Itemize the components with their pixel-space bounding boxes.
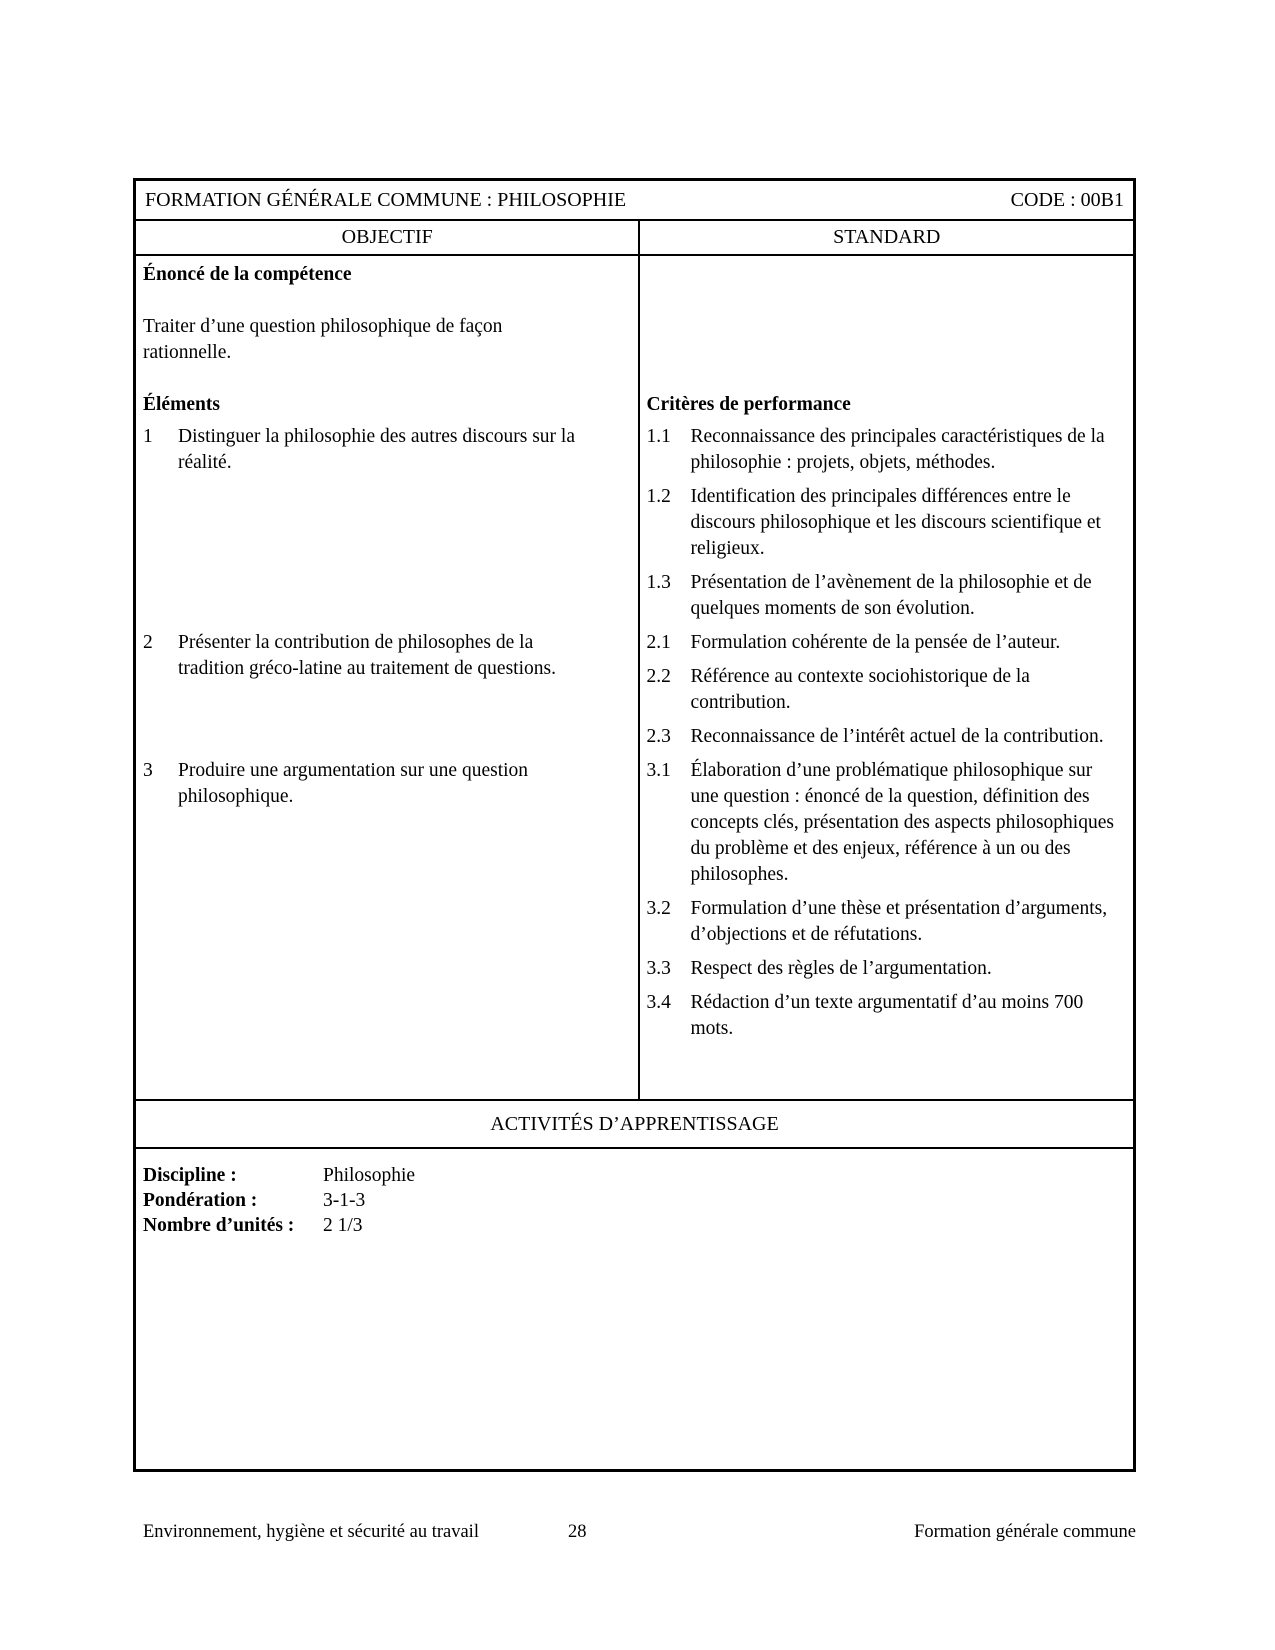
formation-title: FORMATION GÉNÉRALE COMMUNE : PHILOSOPHIE (145, 188, 627, 211)
element-item (143, 424, 628, 476)
criterion-text: Reconnaissance de l’intérêt actuel de la contribution. (690, 726, 1104, 747)
criteria-cell-2 (640, 630, 1133, 758)
element-text: Produire une argumentation sur une question philosophique. (178, 760, 529, 807)
unites-value: 2 1/3 (323, 1215, 363, 1236)
elements-heading-cell (136, 366, 640, 424)
criterion-number: 1.1 (646, 426, 671, 447)
criterion-text: Respect des règles de l’argumentation. (690, 958, 992, 979)
section-headings-row (136, 366, 1133, 424)
criteres-heading: Critères de performance (646, 394, 851, 415)
table-title-row (136, 181, 1133, 221)
standard-column-header: STANDARD (833, 226, 941, 248)
discipline-label: Discipline : (143, 1165, 237, 1186)
criterion-number: 1.2 (646, 486, 671, 507)
ponderation-row (143, 1188, 1125, 1213)
element-text: Distinguer la philosophie des autres discours sur la réalité. (178, 426, 575, 473)
criterion-number: 2.1 (646, 632, 671, 653)
discipline-row (143, 1163, 1125, 1188)
elements-heading: Éléments (143, 394, 220, 415)
element-cell-2 (136, 630, 640, 758)
discipline-value: Philosophie (323, 1165, 416, 1186)
element-text: Présenter la contribution de philosophes de la tradition gréco-latine au traitement de questions. (178, 632, 556, 679)
criterion-item (646, 424, 1125, 476)
enonce-row (136, 256, 1133, 366)
element-cell-3 (136, 758, 640, 1099)
footer-page-number: 28 (568, 1522, 587, 1542)
element-number: 1 (143, 426, 153, 447)
criterion-item (646, 664, 1125, 716)
competency-table (133, 178, 1136, 1472)
criterion-item (646, 570, 1125, 622)
element-item (143, 758, 628, 810)
criteria-cell-3 (640, 758, 1133, 1099)
criterion-text: Élaboration d’une problématique philosophique sur une question : énoncé de la question, définition des concepts clés, présentation des aspects philosophiques du problème et des enjeux, référence à un ou des philosophes. (690, 760, 1114, 885)
criterion-number: 3.2 (646, 898, 671, 919)
criterion-item (646, 896, 1125, 948)
criterion-text: Référence au contexte sociohistorique de la contribution. (690, 666, 1030, 713)
ponderation-value: 3-1-3 (323, 1190, 366, 1211)
criterion-number: 3.4 (646, 992, 671, 1013)
group-row-3 (136, 758, 1133, 1099)
criterion-item (646, 758, 1125, 888)
column-headers-row (136, 221, 1133, 256)
element-number: 2 (143, 632, 153, 653)
discipline-section (136, 1149, 1133, 1469)
element-number: 3 (143, 760, 153, 781)
criterion-item (646, 956, 1125, 982)
table-body (136, 256, 1133, 1099)
criterion-number: 3.3 (646, 958, 671, 979)
criteres-heading-cell (640, 366, 1133, 424)
criterion-text: Formulation cohérente de la pensée de l’auteur. (690, 632, 1061, 653)
criterion-text: Identification des principales différences entre le discours philosophique et les discours scientifique et religieux. (690, 486, 1101, 559)
criterion-text: Reconnaissance des principales caractéristiques de la philosophie : projets, objets, méthodes. (690, 426, 1105, 473)
criterion-text: Présentation de l’avènement de la philosophie et de quelques moments de son évolution. (690, 572, 1092, 619)
criterion-number: 3.1 (646, 760, 671, 781)
enonce-text: Traiter d’une question philosophique de façon rationnelle. (143, 316, 503, 363)
criterion-text: Rédaction d’un texte argumentatif d’au moins 700 mots. (690, 992, 1084, 1039)
enonce-empty-cell (640, 256, 1133, 366)
activites-heading: ACTIVITÉS D’APPRENTISSAGE (136, 1099, 1133, 1149)
enonce-heading: Énoncé de la compétence (143, 264, 352, 285)
criterion-text: Formulation d’une thèse et présentation d’arguments, d’objections et de réfutations. (690, 898, 1108, 945)
unites-row (143, 1213, 1125, 1238)
criterion-number: 2.2 (646, 666, 671, 687)
group-row-1 (136, 424, 1133, 630)
unites-label: Nombre d’unités : (143, 1215, 295, 1236)
code-label: CODE : 00B1 (1010, 188, 1124, 211)
element-cell-1 (136, 424, 640, 630)
criterion-number: 1.3 (646, 572, 671, 593)
criterion-item (646, 990, 1125, 1042)
criteria-cell-1 (640, 424, 1133, 630)
objectif-column-header: OBJECTIF (136, 221, 640, 254)
criterion-item (646, 630, 1125, 656)
footer-section-title: Formation générale commune (914, 1522, 1136, 1542)
criterion-item (646, 484, 1125, 562)
footer-document-title: Environnement, hygiène et sécurité au travail (143, 1522, 479, 1542)
ponderation-label: Pondération : (143, 1190, 258, 1211)
criterion-item (646, 724, 1125, 750)
group-row-2 (136, 630, 1133, 758)
enonce-cell (136, 256, 640, 366)
criterion-number: 2.3 (646, 726, 671, 747)
element-item (143, 630, 628, 682)
page-footer (133, 1522, 1136, 1552)
